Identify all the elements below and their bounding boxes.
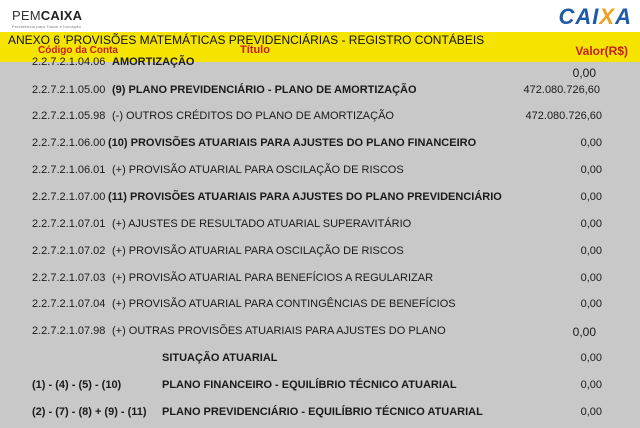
account-title: (10) PROVISÕES ATUARIAIS PARA AJUSTES DO PLANO FINANCEIRO	[108, 137, 477, 149]
logo-tagline: Previdência para Todos e Inovação	[12, 24, 82, 29]
account-title: (+) PROVISÃO ATUARIAL PARA OSCILAÇÃO DE RISCOS	[112, 245, 404, 257]
account-code: 2.2.7.2.1.07.03	[32, 272, 106, 284]
account-value: 472.080.726,60	[523, 84, 600, 96]
account-value: 0,00	[580, 218, 602, 230]
account-code: 2.2.7.2.1.05.00	[32, 84, 106, 96]
account-value: 0,00	[580, 352, 602, 364]
account-code: (1) - (4) - (5) - (10)	[32, 379, 122, 391]
account-value: 0,00	[580, 379, 602, 391]
logo-right-end: A	[615, 4, 632, 29]
account-title: SITUAÇÃO ATUARIAL	[162, 352, 278, 364]
account-value: 0,00	[580, 245, 602, 257]
table-row	[0, 191, 640, 205]
table-row	[0, 298, 640, 312]
logo-bold: CAIXA	[40, 8, 83, 23]
header-bar	[0, 0, 640, 36]
account-code: 2.2.7.2.1.06.00	[32, 137, 106, 149]
account-code: 2.2.7.2.1.07.02	[32, 245, 106, 257]
account-code: 2.2.7.2.1.07.98	[32, 325, 106, 337]
table-row	[0, 66, 640, 80]
account-code: 2.2.7.2.1.07.00	[32, 191, 106, 203]
table-row	[0, 164, 640, 178]
account-value: 0,00	[580, 298, 602, 310]
account-code: 2.2.7.2.1.06.01	[32, 164, 106, 176]
caixa-logo	[559, 4, 632, 30]
table-row	[0, 84, 640, 98]
table-row	[0, 218, 640, 232]
column-header-title: Título	[240, 44, 270, 56]
account-code: 2.2.7.2.1.04.06	[32, 56, 106, 68]
account-value: 0,00	[580, 137, 602, 149]
account-title: (-) OUTROS CRÉDITOS DO PLANO DE AMORTIZAÇÃO	[112, 110, 394, 122]
account-code: 2.2.7.2.1.05.98	[32, 110, 106, 122]
account-code: 2.2.7.2.1.07.04	[32, 298, 106, 310]
account-code: (2) - (7) - (8) + (9) - (11)	[32, 406, 147, 418]
account-code: 2.2.7.2.1.07.01	[32, 218, 106, 230]
account-value: 0,00	[572, 325, 596, 339]
column-header-code: Código da Conta	[38, 45, 118, 56]
table-row	[0, 272, 640, 286]
account-value: 472.080.726,60	[525, 110, 602, 122]
table-row	[0, 352, 640, 366]
account-title: (+) OUTRAS PROVISÕES ATUARIAIS PARA AJUSTES DO PLANO	[112, 325, 446, 337]
logo-right-accent: X	[599, 4, 616, 29]
account-value: 0,00	[580, 164, 602, 176]
account-value: 0,00	[580, 272, 602, 284]
logo-prefix: PEM	[12, 8, 41, 23]
account-title: (9) PLANO PREVIDENCIÁRIO - PLANO DE AMORTIZAÇÃO	[112, 84, 417, 96]
account-value: 0,00	[572, 66, 596, 80]
account-value: 0,00	[580, 191, 602, 203]
annex-title: ANEXO 6 'PROVISÕES MATEMÁTICAS PREVIDENCIÁRIAS - REGISTRO CONTÁBEIS	[8, 33, 485, 47]
table-row	[0, 406, 640, 420]
account-value: 0,00	[580, 406, 602, 418]
account-title: (+) PROVISÃO ATUARIAL PARA OSCILAÇÃO DE RISCOS	[112, 164, 404, 176]
account-title: (+) PROVISÃO ATUARIAL PARA BENEFÍCIOS A REGULARIZAR	[112, 272, 434, 284]
account-title: (+) PROVISÃO ATUARIAL PARA CONTINGÊNCIAS DE BENEFÍCIOS	[112, 298, 456, 310]
table-row	[0, 325, 640, 339]
table-row	[0, 110, 640, 124]
account-title: AMORTIZAÇÃO	[112, 56, 195, 68]
column-header-value: Valor(R$)	[575, 44, 628, 58]
table-row	[0, 245, 640, 259]
account-title: (+) AJUSTES DE RESULTADO ATUARIAL SUPERAVITÁRIO	[112, 218, 412, 230]
pemcaixa-logo	[12, 8, 82, 29]
account-title: PLANO FINANCEIRO - EQUILÍBRIO TÉCNICO ATUARIAL	[162, 379, 457, 391]
table-row	[0, 379, 640, 393]
account-title: PLANO PREVIDENCIÁRIO - EQUILÍBRIO TÉCNICO ATUARIAL	[162, 406, 483, 418]
account-title: (11) PROVISÕES ATUARIAIS PARA AJUSTES DO PLANO PREVIDENCIÁRIO	[108, 191, 502, 203]
logo-right-main: CAI	[558, 4, 600, 29]
table-row	[0, 137, 640, 151]
